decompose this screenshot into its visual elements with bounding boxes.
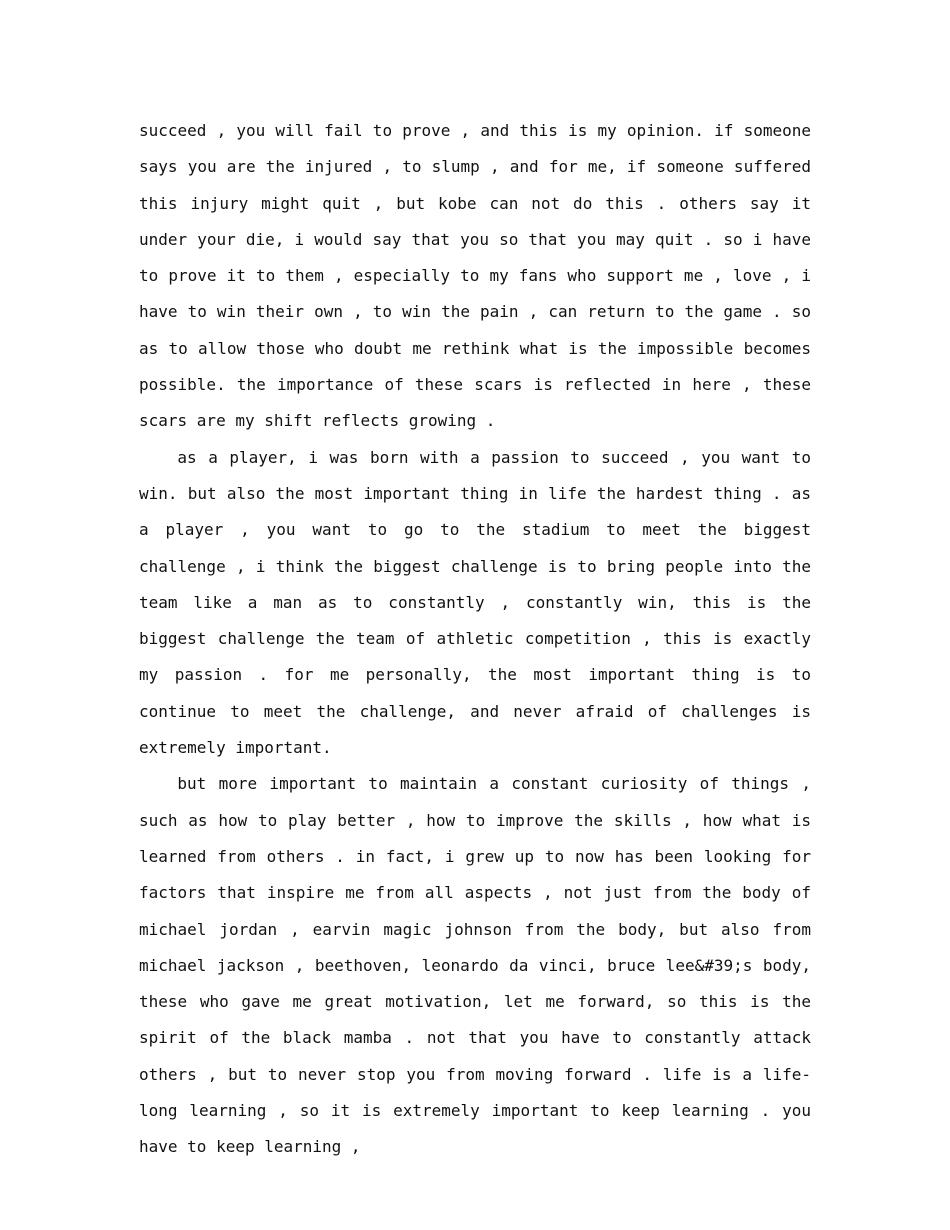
paragraph-2: as a player, i was born with a passion to succeed , you want to win. but also the most important thing in life the hardest thing . as a player , you want to go to the stadium to meet the biggest challenge , i think the biggest challenge is to bring people into the team like a man as to constantly , constantly win, this is the biggest challenge the team of athletic competition , this is exactly my passion . for me personally, the most important thing is to continue to meet the challenge, and never afraid of challenges is extremely important. xyxy=(139,447,811,758)
paragraph-3: but more important to maintain a constant curiosity of things , such as how to play better , how to improve the skills , how what is learned from others . in fact, i grew up to now has been looking for factors that inspire me from all aspects , not just from the body of michael jordan , earvin magic johnson from the body, but also from michael jackson , beethoven, leonardo da vinci, bruce lee&#39;s body, these who gave me great motivation, let me forward, so this is the spirit of the black mamba . not that you have to constantly attack others , but to never stop you from moving forward . life is a life-long learning , so it is extremely important to keep learning . you have to keep learning , xyxy=(139,774,811,1157)
document-body xyxy=(139,113,811,1166)
paragraph-1: succeed , you will fail to prove , and this is my opinion. if someone says you are the injured , to slump , and for me, if someone suffered this injury might quit , but kobe can not do this . others say it under your die, i would say that you so that you may quit . so i have to prove it to them , especially to my fans who support me , love , i have to win their own , to win the pain , can return to the game . so as to allow those who doubt me rethink what is the impossible becomes possible. the importance of these scars is reflected in here , these scars are my shift reflects growing . xyxy=(139,121,811,431)
